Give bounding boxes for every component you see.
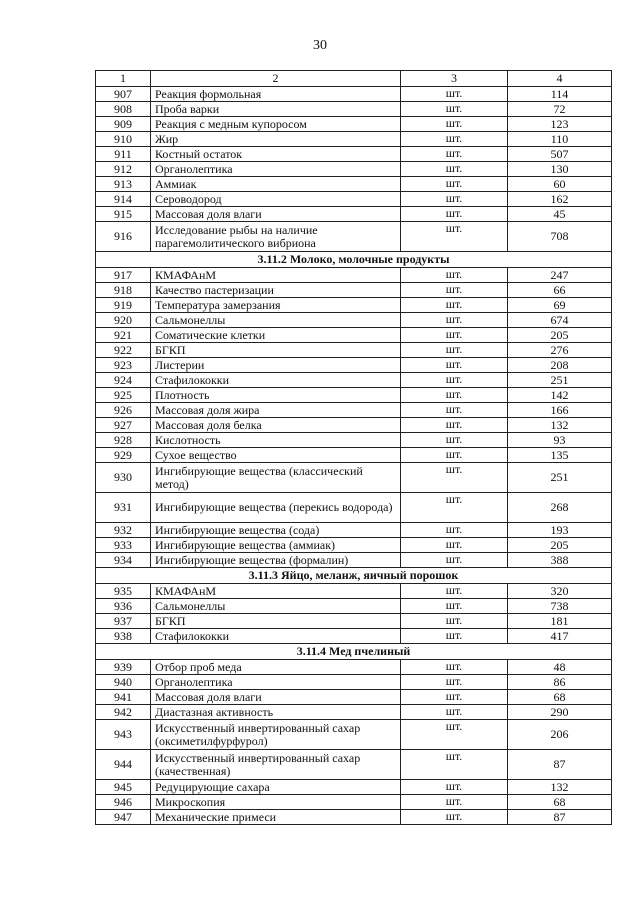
table-row [96,463,612,493]
row-price: 110 [508,132,612,147]
row-unit: шт. [401,448,508,463]
row-number: 935 [96,584,151,599]
row-unit: шт. [401,222,508,252]
row-name: Массовая доля белка [151,418,401,433]
row-unit: шт. [401,313,508,328]
row-number: 916 [96,222,151,252]
row-name: Ингибирующие вещества (аммиак) [151,538,401,553]
table-row [96,388,612,403]
row-price: 72 [508,102,612,117]
row-name: Отбор проб меда [151,660,401,675]
row-price: 66 [508,283,612,298]
row-name: Реакция формольная [151,87,401,102]
row-unit: шт. [401,418,508,433]
row-unit: шт. [401,358,508,373]
section-header-row [96,644,612,660]
row-number: 938 [96,629,151,644]
column-header-1: 1 [96,71,151,87]
row-price: 86 [508,675,612,690]
row-unit: шт. [401,373,508,388]
row-price: 68 [508,690,612,705]
row-price: 268 [508,493,612,523]
row-price: 60 [508,177,612,192]
row-unit: шт. [401,523,508,538]
row-number: 934 [96,553,151,568]
table-row [96,373,612,388]
row-name: Ингибирующие вещества (сода) [151,523,401,538]
row-unit: шт. [401,132,508,147]
row-number: 925 [96,388,151,403]
row-number: 926 [96,403,151,418]
price-table [95,70,612,825]
row-name: Массовая доля влаги [151,690,401,705]
row-name: Массовая доля жира [151,403,401,418]
row-price: 87 [508,810,612,825]
row-price: 290 [508,705,612,720]
row-unit: шт. [401,750,508,780]
row-number: 927 [96,418,151,433]
column-header-3: 3 [401,71,508,87]
row-name: Жир [151,132,401,147]
row-unit: шт. [401,614,508,629]
row-number: 930 [96,463,151,493]
row-price: 48 [508,660,612,675]
table-row [96,675,612,690]
row-number: 921 [96,328,151,343]
row-unit: шт. [401,283,508,298]
row-number: 920 [96,313,151,328]
row-price: 132 [508,780,612,795]
row-price: 114 [508,87,612,102]
table-row [96,780,612,795]
row-price: 388 [508,553,612,568]
row-name: Искусственный инвертированный сахар (оксиметилфурфурол) [151,720,401,750]
row-price: 142 [508,388,612,403]
table-row [96,102,612,117]
row-unit: шт. [401,660,508,675]
table-row [96,418,612,433]
table-row [96,87,612,102]
row-unit: шт. [401,463,508,493]
table-row [96,553,612,568]
row-unit: шт. [401,810,508,825]
column-header-2: 2 [151,71,401,87]
row-number: 929 [96,448,151,463]
row-number: 942 [96,705,151,720]
table-body [96,87,612,825]
row-name: БГКП [151,614,401,629]
table-row [96,720,612,750]
row-price: 69 [508,298,612,313]
row-name: Проба варки [151,102,401,117]
row-price: 205 [508,328,612,343]
row-name: Органолептика [151,162,401,177]
table-row [96,690,612,705]
row-price: 205 [508,538,612,553]
row-unit: шт. [401,87,508,102]
row-number: 928 [96,433,151,448]
row-name: Плотность [151,388,401,403]
table-row [96,207,612,222]
row-price: 45 [508,207,612,222]
table-header-row [96,71,612,87]
row-price: 132 [508,418,612,433]
page-number: 30 [313,38,327,53]
row-name: Аммиак [151,177,401,192]
row-unit: шт. [401,795,508,810]
row-number: 908 [96,102,151,117]
row-unit: шт. [401,268,508,283]
section-title: 3.11.4 Мед пчелиный [96,644,612,660]
row-unit: шт. [401,388,508,403]
table-row [96,795,612,810]
row-unit: шт. [401,553,508,568]
row-price: 251 [508,463,612,493]
row-name: Исследование рыбы на наличие парагемолитического вибриона [151,222,401,252]
row-number: 931 [96,493,151,523]
row-number: 914 [96,192,151,207]
row-name: Сухое вещество [151,448,401,463]
table-row [96,448,612,463]
table-row [96,538,612,553]
table-row [96,283,612,298]
row-unit: шт. [401,102,508,117]
row-number: 945 [96,780,151,795]
table-row [96,629,612,644]
section-title: 3.11.3 Яйцо, меланж, яичный порошок [96,568,612,584]
table-row [96,298,612,313]
row-unit: шт. [401,584,508,599]
row-number: 909 [96,117,151,132]
row-number: 911 [96,147,151,162]
row-name: Соматические клетки [151,328,401,343]
row-number: 910 [96,132,151,147]
row-number: 933 [96,538,151,553]
row-price: 674 [508,313,612,328]
row-price: 320 [508,584,612,599]
table-row [96,358,612,373]
row-price: 68 [508,795,612,810]
row-name: Микроскопия [151,795,401,810]
row-number: 912 [96,162,151,177]
row-name: Ингибирующие вещества (классический метод) [151,463,401,493]
row-number: 936 [96,599,151,614]
table-row [96,132,612,147]
table-row [96,192,612,207]
row-number: 918 [96,283,151,298]
row-price: 206 [508,720,612,750]
table-row [96,433,612,448]
row-number: 922 [96,343,151,358]
row-name: БГКП [151,343,401,358]
table-row [96,343,612,358]
row-unit: шт. [401,493,508,523]
row-unit: шт. [401,162,508,177]
row-name: Массовая доля влаги [151,207,401,222]
row-name: Сальмонеллы [151,313,401,328]
row-number: 946 [96,795,151,810]
row-number: 944 [96,750,151,780]
row-price: 208 [508,358,612,373]
row-name: КМАФАнМ [151,584,401,599]
row-name: Кислотность [151,433,401,448]
row-price: 135 [508,448,612,463]
row-price: 276 [508,343,612,358]
section-header-row [96,252,612,268]
row-name: Органолептика [151,675,401,690]
row-unit: шт. [401,720,508,750]
row-price: 181 [508,614,612,629]
row-price: 193 [508,523,612,538]
table-row [96,810,612,825]
row-name: Искусственный инвертированный сахар (качественная) [151,750,401,780]
table-row [96,523,612,538]
row-name: Листерии [151,358,401,373]
row-price: 162 [508,192,612,207]
row-unit: шт. [401,433,508,448]
row-unit: шт. [401,328,508,343]
row-unit: шт. [401,705,508,720]
row-name: Реакция с медным купоросом [151,117,401,132]
table-row [96,584,612,599]
row-unit: шт. [401,403,508,418]
row-unit: шт. [401,780,508,795]
row-name: Стафилококки [151,373,401,388]
table-row [96,614,612,629]
row-unit: шт. [401,343,508,358]
row-number: 907 [96,87,151,102]
table-row [96,222,612,252]
table-row [96,313,612,328]
table-row [96,493,612,523]
row-unit: шт. [401,117,508,132]
table-row [96,117,612,132]
row-name: Ингибирующие вещества (перекись водорода) [151,493,401,523]
row-unit: шт. [401,629,508,644]
table-row [96,599,612,614]
row-price: 93 [508,433,612,448]
row-unit: шт. [401,192,508,207]
row-price: 738 [508,599,612,614]
table-row [96,328,612,343]
row-number: 941 [96,690,151,705]
row-unit: шт. [401,147,508,162]
table-row [96,403,612,418]
table-row [96,177,612,192]
row-number: 932 [96,523,151,538]
section-header-row [96,568,612,584]
row-name: Сероводород [151,192,401,207]
row-number: 924 [96,373,151,388]
row-unit: шт. [401,298,508,313]
row-unit: шт. [401,599,508,614]
row-name: Качество пастеризации [151,283,401,298]
row-price: 417 [508,629,612,644]
row-name: Костный остаток [151,147,401,162]
row-price: 507 [508,147,612,162]
row-number: 923 [96,358,151,373]
row-name: Сальмонеллы [151,599,401,614]
row-number: 917 [96,268,151,283]
row-number: 937 [96,614,151,629]
row-number: 940 [96,675,151,690]
row-unit: шт. [401,538,508,553]
row-price: 251 [508,373,612,388]
row-number: 939 [96,660,151,675]
row-unit: шт. [401,675,508,690]
row-unit: шт. [401,177,508,192]
table-row [96,162,612,177]
row-unit: шт. [401,207,508,222]
table-row [96,750,612,780]
row-name: Стафилококки [151,629,401,644]
section-title: 3.11.2 Молоко, молочные продукты [96,252,612,268]
row-unit: шт. [401,690,508,705]
row-number: 913 [96,177,151,192]
table-row [96,705,612,720]
row-number: 919 [96,298,151,313]
row-price: 130 [508,162,612,177]
row-number: 943 [96,720,151,750]
row-price: 87 [508,750,612,780]
row-price: 166 [508,403,612,418]
table-row [96,660,612,675]
row-name: Механические примеси [151,810,401,825]
row-name: Ингибирующие вещества (формалин) [151,553,401,568]
row-name: Температура замерзания [151,298,401,313]
row-price: 708 [508,222,612,252]
table-row [96,147,612,162]
row-number: 915 [96,207,151,222]
row-price: 247 [508,268,612,283]
row-price: 123 [508,117,612,132]
row-name: КМАФАнМ [151,268,401,283]
row-name: Редуцирующие сахара [151,780,401,795]
row-number: 947 [96,810,151,825]
column-header-4: 4 [508,71,612,87]
table-row [96,268,612,283]
row-name: Диастазная активность [151,705,401,720]
